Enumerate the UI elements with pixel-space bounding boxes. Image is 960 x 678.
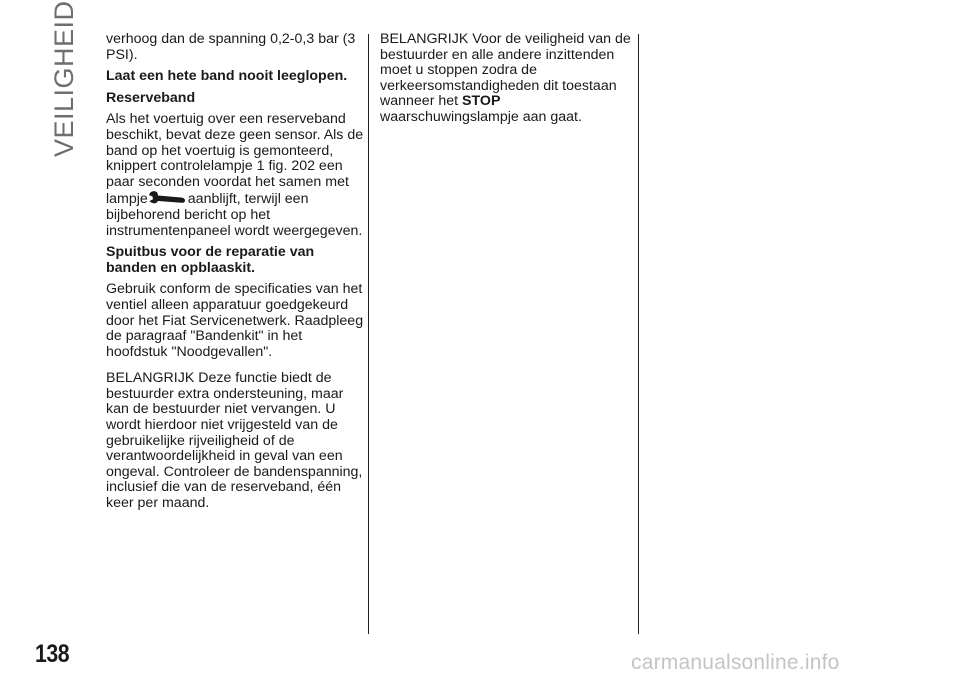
heading-spare-wheel: Reserveband <box>106 89 196 106</box>
paragraph-stop-warning-text: BELANGRIJK Voor de veiligheid van de bestuurder en alle andere inzittenden moet u stoppen zodra de verkeersomstandigheden dit toestaan wanneer het <box>380 31 631 110</box>
paragraph-important-notice: BELANGRIJK Deze functie biedt de bestuurder extra ondersteuning, maar kan de bestuurder niet vervangen. U wordt hierdoor niet vrijgesteld van de gebruikelijke rijveiligheid of de verantwoordelijkheid in geval van een ongeval. Controleer de bandenspanning, inclusief die van de reserveband, één keer per maand. <box>106 370 363 512</box>
paragraph-stop-warning <box>380 32 634 126</box>
stop-label: STOP <box>462 93 501 110</box>
text-column-left <box>106 32 364 518</box>
page-number: 138 <box>35 640 70 668</box>
paragraph-spare-wheel-text: Als het voertuig over een reserveband beschikt, bevat deze geen sensor. Als de band op het voertuig is gemonteerd, knippert controlelampje 1 fig. 202 een paar seconden voordat het samen met lampje <box>106 111 364 208</box>
column-divider <box>368 34 369 634</box>
watermark: carmanualsonline.info <box>631 651 840 674</box>
warning-hot-tyre: Laat een hete band nooit leeglopen. <box>106 68 348 85</box>
heading-repair-kit: Spuitbus voor de reparatie van banden en opblaaskit. <box>106 244 315 276</box>
text-column-middle <box>380 32 634 132</box>
paragraph-pressure-note: verhoog dan de spanning 0,2-0,3 bar (3 PSI). <box>106 31 356 63</box>
paragraph-stop-warning-text-end: waarschuwingslampje aan gaat. <box>380 108 582 125</box>
paragraph-spare-wheel-text-end: aanblijft, terwijl een bijbehorend bericht op het instrumentenpaneel wordt weergegeven. <box>106 191 363 239</box>
section-title: VEILIGHEID <box>49 0 79 157</box>
paragraph-repair-kit: Gebruik conform de specificaties van het ventiel alleen apparatuur goedgekeurd door het Fiat Servicenetwerk. Raadpleeg de paragraaf "Bandenkit" in het hoofdstuk "Noodgevallen". <box>106 281 364 360</box>
spanner-warning-lamp-icon <box>148 190 186 204</box>
paragraph-spare-wheel <box>106 112 364 239</box>
column-divider <box>638 34 639 634</box>
